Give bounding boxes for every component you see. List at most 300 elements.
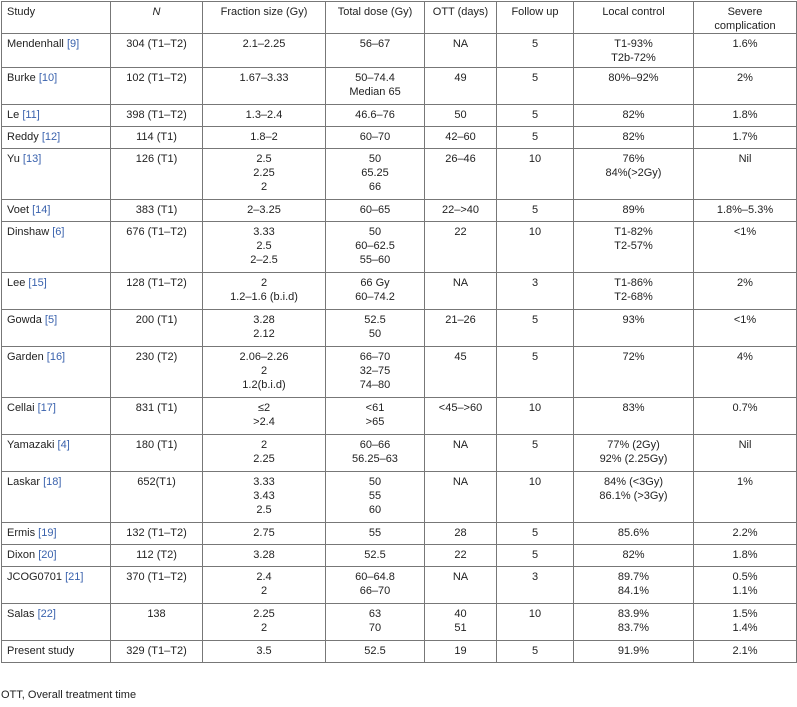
header-cell: N (111, 2, 203, 34)
dose-cell (326, 545, 425, 567)
study-cell (2, 523, 111, 545)
fraction-cell-line: 3.33 (253, 226, 275, 238)
fraction-cell-line: 3.43 (253, 490, 275, 502)
fraction-cell-line: 1.3–2.4 (245, 109, 283, 121)
dose-cell-line: 52.5 (364, 314, 386, 326)
ott-cell-line: NA (452, 571, 469, 583)
fraction-cell-line: 2 (260, 181, 268, 193)
n-cell: 230 (T2) (111, 347, 203, 398)
followup-cell: 10 (497, 149, 574, 200)
control-cell-line: 83.9% (617, 608, 650, 620)
dose-cell-line: 60–66 (359, 439, 391, 451)
followup-cell: 3 (497, 567, 574, 604)
control-cell-line: T1-93% (614, 38, 653, 50)
fraction-cell (203, 398, 326, 435)
ott-cell (425, 200, 497, 222)
table-row (2, 68, 797, 105)
n-cell: 102 (T1–T2) (111, 68, 203, 105)
study-name: Le (7, 109, 20, 121)
reference-link[interactable]: [5] (44, 314, 58, 326)
control-cell-line: 86.1% (>3Gy) (599, 490, 668, 502)
ott-cell (425, 604, 497, 641)
study-name: JCOG0701 (7, 571, 63, 583)
fraction-cell-line: 1.67–3.33 (239, 72, 289, 84)
dose-cell-line: 66 Gy (360, 277, 390, 289)
complication-cell-line: 1.8%–5.3% (716, 204, 774, 216)
dose-cell-line: 60–74.2 (355, 291, 395, 303)
control-cell (574, 641, 694, 663)
control-cell (574, 398, 694, 435)
header-cell: Study (2, 2, 111, 34)
reference-link[interactable]: [14] (32, 204, 51, 216)
ott-cell (425, 435, 497, 472)
study-name: Garden (7, 351, 44, 363)
complication-cell (694, 200, 797, 222)
fraction-cell (203, 435, 326, 472)
study-name: Cellai (7, 402, 35, 414)
fraction-cell (203, 604, 326, 641)
complication-cell (694, 567, 797, 604)
dose-cell-line: 55–60 (359, 254, 391, 266)
reference-link[interactable]: [19] (38, 527, 57, 539)
fraction-cell-line: 3.5 (256, 645, 272, 657)
dose-cell-line: 50 (368, 226, 382, 238)
dose-cell (326, 105, 425, 127)
dose-cell-line: 46.6–76 (355, 109, 395, 121)
dose-cell (326, 310, 425, 347)
header-row (2, 2, 797, 34)
complication-cell-line: 0.5% (732, 571, 758, 583)
ott-cell (425, 105, 497, 127)
complication-cell-line: 1.6% (732, 38, 758, 50)
n-cell: 676 (T1–T2) (111, 222, 203, 273)
study-name: Yamazaki (7, 439, 55, 451)
complication-cell (694, 604, 797, 641)
control-cell (574, 567, 694, 604)
ott-cell-line: 42–60 (445, 131, 476, 143)
n-cell: 329 (T1–T2) (111, 641, 203, 663)
dose-cell (326, 347, 425, 398)
followup-cell: 5 (497, 105, 574, 127)
study-cell (2, 200, 111, 222)
header-cell: Total dose (Gy) (326, 2, 425, 34)
header-cell: Local control (574, 2, 694, 34)
control-cell (574, 105, 694, 127)
complication-cell (694, 105, 797, 127)
followup-cell: 10 (497, 472, 574, 523)
study-cell (2, 34, 111, 68)
complication-cell-line: <1% (733, 314, 757, 326)
complication-cell-line: 2% (737, 277, 753, 289)
control-cell (574, 222, 694, 273)
fraction-cell (203, 310, 326, 347)
ott-cell (425, 472, 497, 523)
table-row (2, 200, 797, 222)
dose-cell-line: 60 (368, 504, 382, 516)
study-cell (2, 273, 111, 310)
control-cell (574, 310, 694, 347)
study-name: Ermis (7, 527, 36, 539)
control-cell-line: 84% (<3Gy) (604, 476, 663, 488)
control-cell-line: 93% (622, 314, 645, 326)
complication-cell (694, 127, 797, 149)
followup-cell: 5 (497, 310, 574, 347)
dose-cell-line: 52.5 (364, 645, 386, 657)
table-row (2, 273, 797, 310)
fraction-cell (203, 222, 326, 273)
ott-cell-line: NA (452, 476, 469, 488)
ott-cell-line: NA (452, 38, 469, 50)
ott-cell-line: 45 (454, 351, 467, 363)
fraction-cell-line: 2.25 (253, 453, 275, 465)
complication-cell-line: 1.8% (732, 549, 758, 561)
fraction-cell (203, 545, 326, 567)
reference-link[interactable]: [21] (65, 571, 84, 583)
study-cell (2, 149, 111, 200)
n-cell: 398 (T1–T2) (111, 105, 203, 127)
followup-cell: 10 (497, 398, 574, 435)
dose-cell-line: 50 (368, 328, 382, 340)
fraction-cell-line: 2.25 (253, 167, 275, 179)
reference-link[interactable]: [15] (28, 277, 47, 289)
ott-cell-line: <45–>60 (438, 402, 483, 414)
complication-cell (694, 472, 797, 523)
control-cell-line: 85.6% (617, 527, 650, 539)
fraction-cell-line: 1.2–1.6 (b.i.d) (230, 291, 298, 303)
reference-link[interactable]: [11] (22, 109, 40, 121)
dose-cell-line: 74–80 (359, 379, 391, 391)
dose-cell-line: 66 (368, 181, 382, 193)
complication-cell-line: 1.7% (732, 131, 758, 143)
fraction-cell-line: 2.5 (256, 153, 272, 165)
dose-cell (326, 68, 425, 105)
followup-cell: 5 (497, 347, 574, 398)
ott-cell-line: 22–>40 (441, 204, 479, 216)
dose-cell-line: 65.25 (361, 167, 389, 179)
reference-link[interactable]: [18] (43, 476, 62, 488)
control-cell-line: 72% (622, 351, 645, 363)
study-cell (2, 567, 111, 604)
fraction-cell (203, 105, 326, 127)
study-cell (2, 127, 111, 149)
n-cell: 370 (T1–T2) (111, 567, 203, 604)
ott-cell (425, 149, 497, 200)
reference-link[interactable]: [10] (38, 72, 58, 84)
followup-cell: 5 (497, 523, 574, 545)
fraction-cell-line: 2 (260, 585, 268, 597)
complication-cell-line: 1.5% (732, 608, 758, 620)
dose-cell-line: 60–70 (359, 131, 391, 143)
fraction-cell (203, 273, 326, 310)
complication-cell-line: Nil (738, 439, 752, 451)
fraction-cell (203, 127, 326, 149)
followup-cell: 5 (497, 641, 574, 663)
ott-cell-line: 21–26 (445, 314, 476, 326)
complication-cell (694, 435, 797, 472)
dose-cell-line: 70 (368, 622, 382, 634)
control-cell (574, 435, 694, 472)
control-cell-line: 76% (622, 153, 645, 165)
dose-cell (326, 149, 425, 200)
dose-cell-line: >65 (365, 416, 385, 428)
complication-cell-line: 1.1% (732, 585, 758, 597)
dose-cell-line: 55 (368, 490, 382, 502)
complication-cell (694, 222, 797, 273)
table-row (2, 567, 797, 604)
control-cell-line: 84.1% (617, 585, 650, 597)
complication-cell-line: 4% (737, 351, 753, 363)
study-name: Present study (7, 645, 75, 657)
dose-cell (326, 472, 425, 523)
study-cell (2, 68, 111, 105)
n-cell: 138 (111, 604, 203, 641)
dose-cell (326, 523, 425, 545)
complication-cell (694, 273, 797, 310)
fraction-cell-line: 2.75 (253, 527, 275, 539)
control-cell-line: 77% (2Gy) (607, 439, 660, 451)
study-name: Burke (7, 72, 36, 84)
fraction-cell (203, 523, 326, 545)
dose-cell-line: Median 65 (349, 86, 401, 98)
fraction-cell-line: 2.5 (256, 504, 272, 516)
followup-cell: 5 (497, 34, 574, 68)
dose-cell-line: 60–65 (359, 204, 391, 216)
dose-cell (326, 222, 425, 273)
header-cell: Severe complication (694, 2, 797, 34)
ott-cell (425, 347, 497, 398)
table-footnote: OTT, Overall treatment time (1, 689, 137, 701)
reference-link[interactable]: [13] (22, 153, 42, 165)
dose-cell (326, 273, 425, 310)
complication-cell-line: 1.8% (732, 109, 758, 121)
dose-cell-line: 63 (368, 608, 382, 620)
control-cell-line: 83.7% (617, 622, 650, 634)
ott-cell-line: 22 (454, 226, 467, 238)
control-cell (574, 149, 694, 200)
table-row (2, 641, 797, 663)
followup-cell: 5 (497, 127, 574, 149)
table-row (2, 347, 797, 398)
n-cell: 132 (T1–T2) (111, 523, 203, 545)
ott-cell-line: 50 (454, 109, 467, 121)
study-cell (2, 545, 111, 567)
fraction-cell-line: 2.4 (256, 571, 272, 583)
dose-cell-line: 55 (368, 527, 382, 539)
fraction-cell-line: ≤2 (257, 402, 271, 414)
complication-cell (694, 310, 797, 347)
fraction-cell-line: 3.28 (253, 314, 275, 326)
fraction-cell-line: 2 (260, 277, 268, 289)
fraction-cell-line: 2.1–2.25 (242, 38, 286, 50)
ott-cell-line: 51 (454, 622, 467, 634)
control-cell-line: 92% (2.25Gy) (599, 453, 668, 465)
fraction-cell-line: 2–2.5 (250, 254, 278, 266)
study-cell (2, 398, 111, 435)
followup-cell: 5 (497, 545, 574, 567)
dose-cell (326, 641, 425, 663)
n-cell: 383 (T1) (111, 200, 203, 222)
ott-cell (425, 127, 497, 149)
dose-cell (326, 567, 425, 604)
n-cell: 112 (T2) (111, 545, 203, 567)
control-cell-line: 82% (622, 549, 645, 561)
complication-cell (694, 149, 797, 200)
fraction-cell-line: 2.12 (253, 328, 275, 340)
ott-cell-line: 22 (454, 549, 467, 561)
n-cell: 126 (T1) (111, 149, 203, 200)
ott-cell-line: NA (452, 439, 469, 451)
control-cell (574, 347, 694, 398)
fraction-cell-line: 2.5 (256, 240, 272, 252)
complication-cell (694, 34, 797, 68)
table-row (2, 435, 797, 472)
dose-cell-line: 56.25–63 (352, 453, 398, 465)
ott-cell (425, 523, 497, 545)
study-cell (2, 604, 111, 641)
control-cell-line: 80%–92% (608, 72, 659, 84)
fraction-cell (203, 68, 326, 105)
reference-link[interactable]: [9] (66, 38, 80, 50)
complication-cell-line: 2.2% (732, 527, 758, 539)
study-name: Reddy (7, 131, 39, 143)
n-cell: 652(T1) (111, 472, 203, 523)
reference-link[interactable]: [17] (37, 402, 56, 414)
complication-cell-line: 2% (737, 72, 753, 84)
table-row (2, 149, 797, 200)
table-row (2, 545, 797, 567)
n-cell: 128 (T1–T2) (111, 273, 203, 310)
fraction-cell (203, 200, 326, 222)
header-cell: Follow up (497, 2, 574, 34)
control-cell-line: T1-86% (614, 277, 653, 289)
reference-link[interactable]: [4] (57, 439, 70, 451)
followup-cell: 3 (497, 273, 574, 310)
table-row (2, 34, 797, 68)
study-cell (2, 435, 111, 472)
ott-cell (425, 310, 497, 347)
complication-cell (694, 545, 797, 567)
followup-cell: 10 (497, 222, 574, 273)
followup-cell: 5 (497, 68, 574, 105)
complication-cell-line: 0.7% (732, 402, 758, 414)
dose-cell-line: 50–74.4 (355, 72, 395, 84)
complication-cell (694, 523, 797, 545)
n-cell: 114 (T1) (111, 127, 203, 149)
complication-cell-line: <1% (733, 226, 757, 238)
dose-cell (326, 34, 425, 68)
dose-cell (326, 604, 425, 641)
table-row (2, 105, 797, 127)
n-cell: 180 (T1) (111, 435, 203, 472)
ott-cell-line: 19 (454, 645, 467, 657)
dose-cell-line: 32–75 (359, 365, 391, 377)
dose-cell-line: 56–67 (359, 38, 391, 50)
fraction-cell-line: 3.28 (253, 549, 275, 561)
control-cell (574, 472, 694, 523)
control-cell (574, 523, 694, 545)
study-name: Lee (7, 277, 26, 289)
table-row (2, 604, 797, 641)
fraction-cell (203, 472, 326, 523)
control-cell-line: 82% (622, 109, 645, 121)
dose-cell-line: 50 (368, 153, 382, 165)
control-cell-line: T2-57% (614, 240, 653, 252)
n-cell: 304 (T1–T2) (111, 34, 203, 68)
dose-cell-line: 60–62.5 (355, 240, 395, 252)
control-cell-line: 84%(>2Gy) (605, 167, 662, 179)
table-row (2, 222, 797, 273)
dose-cell-line: <61 (365, 402, 385, 414)
ott-cell-line: NA (452, 277, 469, 289)
complication-cell (694, 398, 797, 435)
followup-cell: 10 (497, 604, 574, 641)
control-cell-line: 91.9% (617, 645, 650, 657)
dose-cell (326, 435, 425, 472)
table-row (2, 523, 797, 545)
dose-cell-line: 60–64.8 (355, 571, 395, 583)
ott-cell (425, 273, 497, 310)
comparison-table (1, 1, 797, 663)
table-row (2, 472, 797, 523)
control-cell-line: 89% (622, 204, 645, 216)
ott-cell (425, 641, 497, 663)
table-row (2, 398, 797, 435)
reference-link[interactable]: [22] (37, 608, 56, 620)
dose-cell (326, 398, 425, 435)
control-cell-line: 82% (622, 131, 645, 143)
ott-cell-line: 40 (454, 608, 467, 620)
control-cell (574, 545, 694, 567)
header-cell: Fraction size (Gy) (203, 2, 326, 34)
control-cell (574, 200, 694, 222)
reference-link[interactable]: [20] (38, 549, 57, 561)
complication-cell-line: 1% (737, 476, 753, 488)
study-name: Laskar (7, 476, 41, 488)
fraction-cell-line: >2.4 (253, 416, 275, 428)
control-cell-line: 89.7% (617, 571, 650, 583)
control-cell-line: T1-82% (614, 226, 653, 238)
fraction-cell-line: 2–3.25 (247, 204, 281, 216)
control-cell (574, 604, 694, 641)
ott-cell (425, 567, 497, 604)
fraction-cell (203, 567, 326, 604)
study-name: Salas (7, 608, 35, 620)
reference-link[interactable]: [12] (41, 131, 61, 143)
complication-cell (694, 641, 797, 663)
fraction-cell (203, 34, 326, 68)
study-name: Dixon (7, 549, 36, 561)
ott-cell-line: 26–46 (445, 153, 476, 165)
fraction-cell-line: 1.2(b.i.d) (242, 379, 286, 391)
table-body (2, 34, 797, 663)
study-name: Gowda (7, 314, 42, 326)
complication-cell (694, 68, 797, 105)
study-name: Yu (7, 153, 20, 165)
fraction-cell-line: 2 (260, 365, 268, 377)
fraction-cell (203, 149, 326, 200)
reference-link[interactable]: [16] (46, 351, 66, 363)
reference-link[interactable]: [6] (52, 226, 65, 238)
ott-cell-line: 49 (454, 72, 467, 84)
complication-cell-line: Nil (738, 153, 752, 165)
complication-cell-line: 2.1% (732, 645, 758, 657)
ott-cell (425, 398, 497, 435)
control-cell-line: T2b-72% (611, 52, 656, 64)
fraction-cell-line: 2.25 (253, 608, 275, 620)
study-name: Dinshaw (7, 226, 50, 238)
header-cell: OTT (days) (425, 2, 497, 34)
n-cell: 200 (T1) (111, 310, 203, 347)
